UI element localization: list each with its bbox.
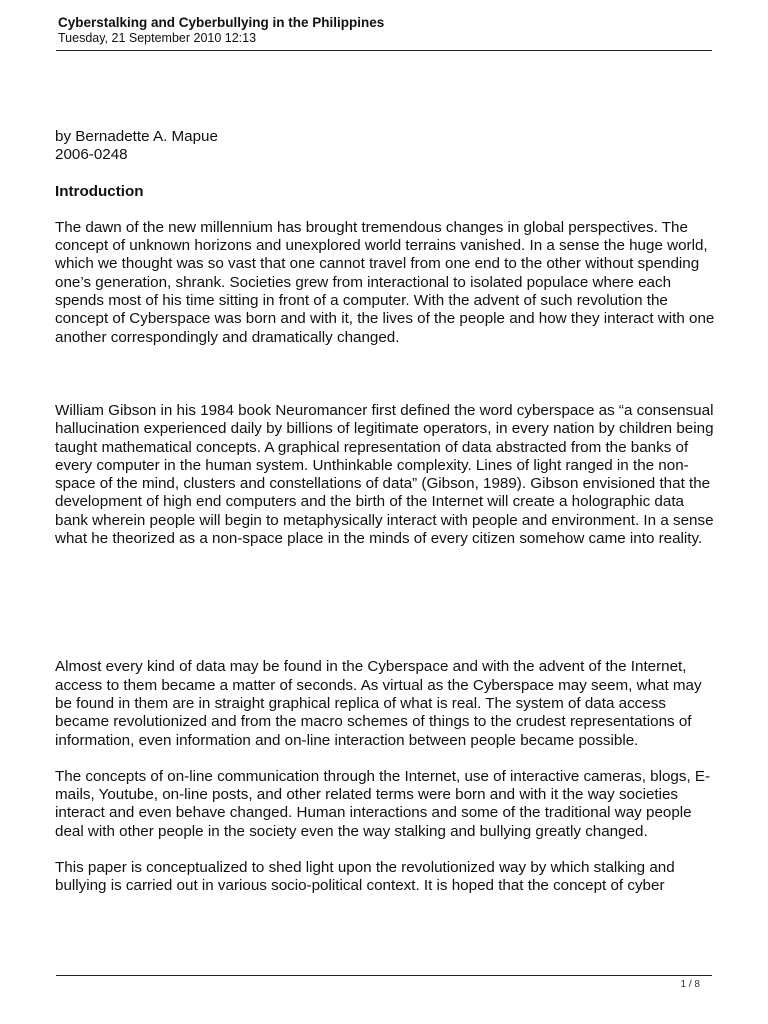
document-title: Cyberstalking and Cyberbullying in the Philippines xyxy=(58,15,385,30)
paragraph-1: The dawn of the new millennium has brought tremendous changes in global perspectives. The concept of unknown horizons and unexplored world terrains vanished. In a sense the huge world, which we thought was so vast that one cannot travel from one end to the other without spending one’s generation, shrank. Societies grew from interactional to isolated populace where each spends most of his time sitting in front of a computer. With the advent of such revolution the concept of Cyberspace was born and with it, the lives of the people and how they interact with one another correspondingly and dramatically changed. xyxy=(55,218,715,346)
paragraph-5: This paper is conceptualized to shed light upon the revolutionized way by which stalking and bullying is carried out in various socio-political context. It is hoped that the concept of cyber xyxy=(55,859,675,895)
footer-divider xyxy=(56,975,712,976)
paragraph-3: Almost every kind of data may be found in the Cyberspace and with the advent of the Internet, access to them became a matter of seconds. As virtual as the Cyberspace may seem, what may be found in them are in straight graphical replica of what is real. The system of data access became revolutionized and from the macro schemes of things to the crudest representations of information, even information and on-line interaction between people became possible. xyxy=(55,658,702,749)
author-id: 2006-0248 xyxy=(55,146,128,164)
paragraph-4: The concepts of on-line communication through the Internet, use of interactive cameras, blogs, E-mails, Youtube, on-line posts, and other related terms were born and with it the way societies interact and even behave changed. Human interactions and some of the traditional way people deal with other people in the society even the way stalking and bullying greatly changed. xyxy=(55,767,711,840)
author-block xyxy=(55,128,715,165)
document-body xyxy=(55,128,715,896)
page-number: 1 / 8 xyxy=(680,979,700,990)
header-divider xyxy=(56,50,712,51)
publish-date: Tuesday, 21 September 2010 12:13 xyxy=(58,31,257,45)
page-header xyxy=(58,14,712,46)
paragraph-2: William Gibson in his 1984 book Neuromancer first defined the word cyberspace as “a consensual hallucination experienced daily by billions of legitimate operators, in every nation by children being taught mathematical concepts. A graphical representation of data abstracted from the banks of every computer in the human system. Unthinkable complexity. Lines of light ranged in the non-space of the mind, clusters and constellations of data” (Gibson, 1989). Gibson envisioned that the development of high end computers and the birth of the Internet will create a holographic data bank wherein people will begin to metaphysically interact with people and environment. In a sense what he theorized as a non-space place in the minds of every citizen somehow came into reality. xyxy=(55,401,714,548)
author-byline: by Bernadette A. Mapue xyxy=(55,128,218,145)
section-heading: Introduction xyxy=(55,182,144,200)
